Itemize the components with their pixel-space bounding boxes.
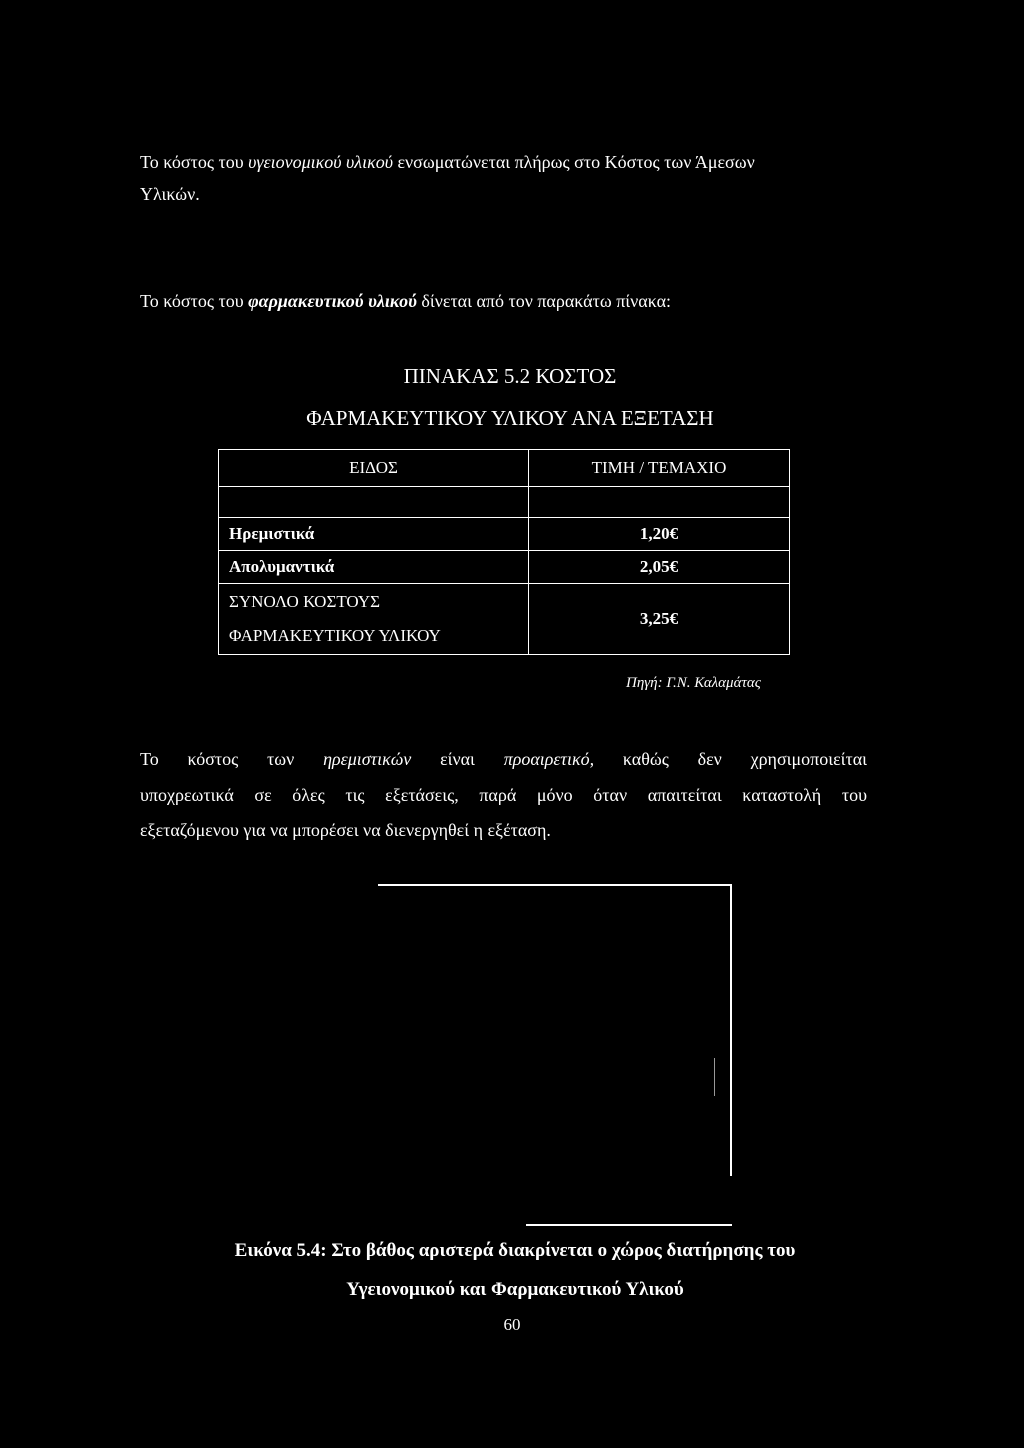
photo-frame-right	[730, 884, 732, 1176]
paragraph-3-line-1: Το κόστος των ηρεμιστικών είναι προαιρετικό, καθώς δεν χρησιμοποιείται	[140, 749, 867, 769]
page-number: 60	[503, 1315, 521, 1334]
figure-photo	[378, 884, 734, 1224]
total-label-cell	[219, 584, 529, 655]
table-row	[219, 551, 790, 584]
table-row	[219, 518, 790, 551]
header-price: ΤΙΜΗ / ΤΕΜΑΧΙΟ	[529, 450, 790, 487]
paragraph-3-line-2: υποχρεωτικά σε όλες τις εξετάσεις, παρά μόνο όταν απαιτείται καταστολή του	[140, 785, 867, 805]
emphasis-sedatives: ηρεμιστικών	[323, 749, 412, 769]
table-source: Πηγή: Γ.Ν. Καλαμάτας	[626, 675, 761, 691]
photo-detail-mark	[714, 1058, 715, 1096]
emphasis-pharmaceutical-material: φαρμακευτικού υλικού	[248, 291, 417, 311]
table-title-line-1: ΠΙΝΑΚΑΣ 5.2 ΚΟΣΤΟΣ	[403, 364, 617, 388]
emphasis-sanitary-material: υγειονομικού υλικού	[248, 152, 393, 172]
table-total-row	[219, 584, 790, 655]
photo-frame-bottom	[526, 1224, 732, 1226]
paragraph-1-line-2: Υλικών.	[140, 184, 200, 204]
item-cell: Απολυμαντικά	[219, 551, 529, 584]
table-title-line-2: ΦΑΡΜΑΚΕΥΤΙΚΟΥ ΥΛΙΚΟΥ ΑΝΑ ΕΞΕΤΑΣΗ	[306, 406, 714, 430]
cost-table	[218, 449, 790, 655]
price-cell: 2,05€	[529, 551, 790, 584]
total-label-line-1: ΣΥΝΟΛΟ ΚΟΣΤΟΥΣ	[229, 592, 381, 611]
total-label-line-2: ΦΑΡΜΑΚΕΥΤΙΚΟΥ ΥΛΙΚΟΥ	[229, 626, 441, 645]
paragraph-3-line-3: εξεταζόμενου για να μπορέσει να διενεργηθεί η εξέταση.	[140, 820, 551, 840]
header-item: ΕΙΔΟΣ	[219, 450, 529, 487]
total-price-cell: 3,25€	[529, 584, 790, 655]
emphasis-optional: προαιρετικό,	[503, 749, 595, 769]
price-cell: 1,20€	[529, 518, 790, 551]
paragraph-2: Το κόστος του φαρμακευτικού υλικού δίνεται από τον παρακάτω πίνακα:	[140, 291, 672, 311]
figure-caption-line-2: Υγειονομικού και Φαρμακευτικού Υλικού	[346, 1279, 684, 1300]
table-spacer-row	[219, 487, 790, 518]
paragraph-1-line-1: Το κόστος του υγειονομικού υλικού ενσωματώνεται πλήρως στο Κόστος των Άμεσων	[140, 152, 755, 172]
table-header-row	[219, 450, 790, 487]
photo-frame-top	[378, 884, 732, 886]
figure-caption-line-1: Εικόνα 5.4: Στο βάθος αριστερά διακρίνεται ο χώρος διατήρησης του	[234, 1240, 796, 1261]
item-cell: Ηρεμιστικά	[219, 518, 529, 551]
